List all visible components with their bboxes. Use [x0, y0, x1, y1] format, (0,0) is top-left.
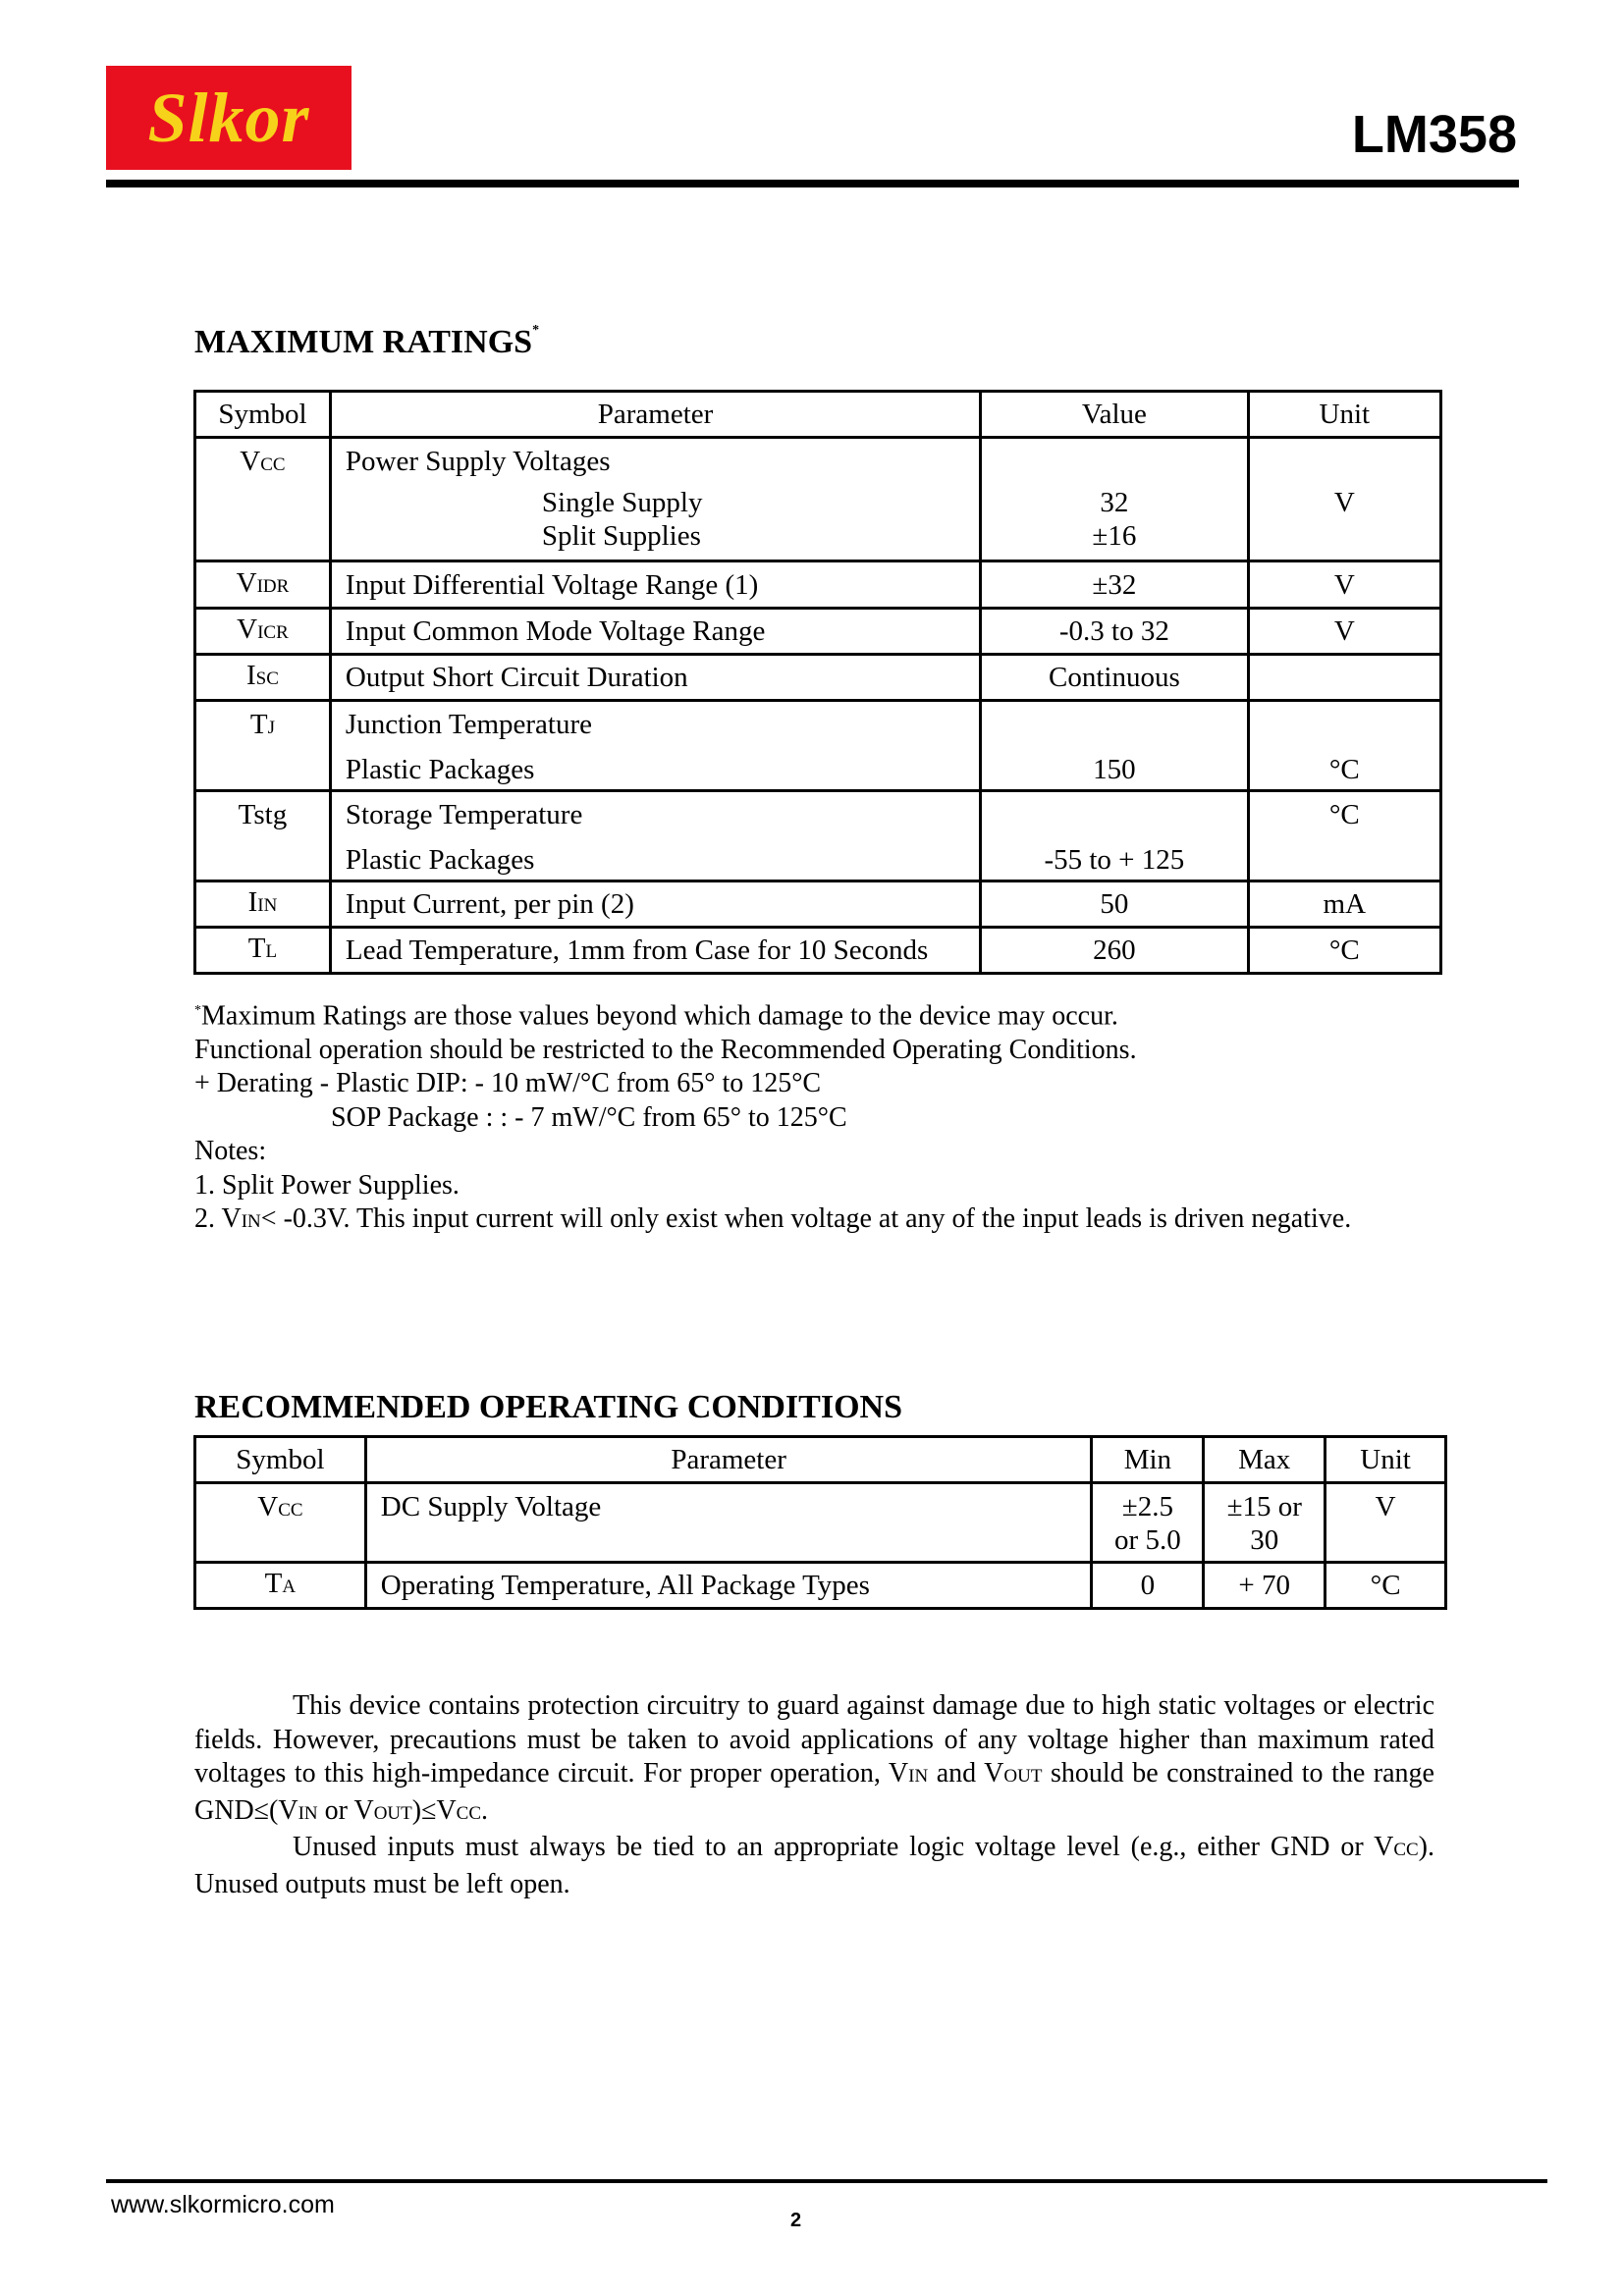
- parameter-cell: [330, 701, 980, 791]
- col-header-unit: Unit: [1248, 392, 1440, 438]
- para-text: Unused inputs must always be tied to an appropriate logic voltage level (e.g., either GND or V: [293, 1832, 1394, 1862]
- note-item: [194, 1202, 1471, 1240]
- table-row: [195, 791, 1441, 881]
- min-cell: 0: [1092, 1563, 1204, 1609]
- para-sub: OUT: [373, 1802, 412, 1824]
- para-text: ). Unused outputs must be left open.: [194, 1832, 1434, 1899]
- value-cell: -0.3 to 32: [981, 609, 1248, 655]
- note-text: < -0.3V. This input current will only exist when voltage at any of the input leads is driven negative.: [260, 1203, 1352, 1235]
- value-cell: 260: [981, 928, 1248, 974]
- symbol-main: I: [245, 660, 256, 691]
- paragraph: [194, 1831, 1434, 1901]
- unit-cell: °C: [1248, 928, 1440, 974]
- symbol-sub: SC: [255, 668, 279, 689]
- unit-cell: V: [1248, 609, 1440, 655]
- symbol-sub: CC: [260, 454, 286, 475]
- note-line: + Derating - Plastic DIP: - 10 mW/°C from 65° to 125°C: [194, 1068, 822, 1099]
- para-sub: IN: [908, 1766, 929, 1787]
- value-line: 32: [1100, 487, 1129, 518]
- note-sub: IN: [241, 1211, 261, 1233]
- table-row: [195, 438, 1441, 561]
- unit-cell: V: [1248, 438, 1440, 561]
- para-sub: OUT: [1003, 1766, 1043, 1787]
- note-mark: *: [194, 1003, 201, 1018]
- parameter-cell: Input Common Mode Voltage Range: [330, 609, 980, 655]
- min-line: or 5.0: [1114, 1524, 1181, 1556]
- symbol-sub: A: [282, 1576, 297, 1597]
- rec-conditions-table: [193, 1435, 1447, 1610]
- logo-text: Slkor: [147, 79, 310, 157]
- table-header-row: [195, 1437, 1446, 1483]
- symbol-sub: L: [265, 941, 278, 962]
- page-number: 2: [790, 2210, 802, 2231]
- symbol-cell: [195, 1563, 366, 1609]
- max-line: ±15 or: [1226, 1491, 1302, 1522]
- param-line: Plastic Packages: [345, 754, 535, 785]
- symbol-main: T: [247, 933, 266, 964]
- table-row: [195, 881, 1441, 928]
- max-line: 30: [1250, 1524, 1279, 1556]
- note-text: 2. V: [194, 1203, 242, 1235]
- table-row: [195, 561, 1441, 609]
- para-sub: CC: [456, 1802, 482, 1824]
- para-text: This device contains protection circuitry to guard against damage due to high static voltages or electric fields. However, precautions must be taken to avoid applications of any voltage higher than maximum rated voltages to this high-impedance circuit. For proper operation, V: [194, 1690, 1434, 1789]
- symbol-cell: [195, 791, 331, 881]
- param-line: Storage Temperature: [345, 799, 583, 830]
- col-header-unit: Unit: [1325, 1437, 1446, 1483]
- unit-cell: V: [1325, 1483, 1446, 1563]
- unit-cell: [1248, 655, 1440, 701]
- symbol-cell: [195, 655, 331, 701]
- unit-cell: mA: [1248, 881, 1440, 928]
- param-line: Junction Temperature: [345, 709, 593, 740]
- unit-cell: V: [1248, 561, 1440, 609]
- para-text: should be constrained to the range GND≤(V: [194, 1758, 1434, 1826]
- max-ratings-title: [194, 323, 540, 360]
- brand-logo: [106, 66, 352, 170]
- value-line: [996, 445, 1232, 478]
- symbol-main: V: [257, 1491, 279, 1522]
- symbol-main: V: [236, 566, 257, 599]
- symbol-cell: [195, 701, 331, 791]
- symbol-main: T: [249, 709, 268, 740]
- note-line: [194, 994, 1471, 1034]
- max-cell: [1204, 1483, 1325, 1563]
- value-cell: 150: [981, 701, 1248, 791]
- parameter-cell: Input Current, per pin (2): [330, 881, 980, 928]
- table-row: [195, 928, 1441, 974]
- col-header-symbol: Symbol: [195, 392, 331, 438]
- param-line: Power Supply Voltages: [345, 446, 611, 477]
- symbol-main: I: [247, 886, 258, 918]
- param-line: Single Supply: [541, 487, 703, 518]
- max-ratings-title-text: MAXIMUM RATINGS: [194, 324, 533, 360]
- para-sub: IN: [298, 1802, 318, 1824]
- protection-notes: [194, 1689, 1434, 1901]
- max-ratings-table: [193, 390, 1442, 975]
- symbol-sub: ICR: [257, 622, 289, 643]
- max-ratings-title-mark: *: [532, 323, 540, 338]
- col-header-symbol: Symbol: [195, 1437, 366, 1483]
- unit-cell: °C: [1248, 791, 1440, 881]
- col-header-max: Max: [1204, 1437, 1325, 1483]
- symbol-sub: IDR: [256, 575, 290, 597]
- note-item: 1. Split Power Supplies.: [194, 1169, 460, 1201]
- symbol-sub: IN: [257, 895, 278, 916]
- symbol-cell: [195, 928, 331, 974]
- para-sub: CC: [1393, 1840, 1419, 1860]
- unit-cell: °C: [1325, 1563, 1446, 1609]
- value-cell: 50: [981, 881, 1248, 928]
- parameter-cell: Output Short Circuit Duration: [330, 655, 980, 701]
- table-row: [195, 609, 1441, 655]
- footer-url: www.slkormicro.com: [111, 2191, 335, 2218]
- parameter-cell: DC Supply Voltage: [365, 1483, 1092, 1563]
- note-text: Maximum Ratings are those values beyond which damage to the device may occur.: [201, 1000, 1118, 1032]
- symbol-main: V: [240, 446, 261, 477]
- col-header-value: Value: [981, 392, 1248, 438]
- paragraph: [194, 1689, 1434, 1831]
- table-row: [195, 1483, 1446, 1563]
- value-line: ±16: [1092, 520, 1137, 552]
- value-cell: -55 to + 125: [981, 791, 1248, 881]
- symbol-cell: [195, 561, 331, 609]
- para-text: and V: [928, 1758, 1004, 1789]
- para-text: or V: [317, 1794, 374, 1826]
- notes-label: Notes:: [194, 1136, 267, 1167]
- value-cell: [981, 438, 1248, 561]
- parameter-cell: Lead Temperature, 1mm from Case for 10 Seconds: [330, 928, 980, 974]
- parameter-cell: [330, 438, 980, 561]
- table-row: [195, 701, 1441, 791]
- value-cell: Continuous: [981, 655, 1248, 701]
- parameter-cell: [330, 791, 980, 881]
- symbol-cell: [195, 609, 331, 655]
- rec-conditions-title: RECOMMENDED OPERATING CONDITIONS: [194, 1389, 902, 1425]
- para-text: .: [481, 1794, 489, 1826]
- col-header-parameter: Parameter: [365, 1437, 1092, 1483]
- symbol-main: Tstg: [238, 799, 288, 830]
- param-line: Split Supplies: [541, 520, 701, 552]
- symbol-cell: [195, 1483, 366, 1563]
- col-header-min: Min: [1092, 1437, 1204, 1483]
- note-line: Functional operation should be restricted to the Recommended Operating Conditions.: [194, 1034, 1137, 1065]
- max-ratings-notes: [194, 994, 1471, 1240]
- symbol-cell: [195, 438, 331, 561]
- table-row: [195, 655, 1441, 701]
- symbol-main: V: [237, 614, 258, 645]
- symbol-sub: J: [267, 718, 276, 738]
- note-line: SOP Package : : - 7 mW/°C from 65° to 125°C: [331, 1101, 847, 1133]
- part-number: LM358: [1351, 105, 1517, 164]
- col-header-parameter: Parameter: [330, 392, 980, 438]
- min-cell: [1092, 1483, 1204, 1563]
- parameter-cell: Operating Temperature, All Package Types: [365, 1563, 1092, 1609]
- table-header-row: [195, 392, 1441, 438]
- unit-cell: °C: [1248, 701, 1440, 791]
- param-line: Plastic Packages: [345, 844, 535, 876]
- symbol-cell: [195, 881, 331, 928]
- min-line: ±2.5: [1121, 1491, 1173, 1522]
- value-cell: ±32: [981, 561, 1248, 609]
- symbol-sub: CC: [278, 1500, 303, 1521]
- para-text: )≤V: [411, 1794, 457, 1826]
- symbol-main: T: [264, 1568, 283, 1599]
- table-row: [195, 1563, 1446, 1609]
- header-divider: [106, 180, 1519, 187]
- max-cell: + 70: [1204, 1563, 1325, 1609]
- parameter-cell: Input Differential Voltage Range (1): [330, 561, 980, 609]
- footer-divider: [106, 2179, 1547, 2183]
